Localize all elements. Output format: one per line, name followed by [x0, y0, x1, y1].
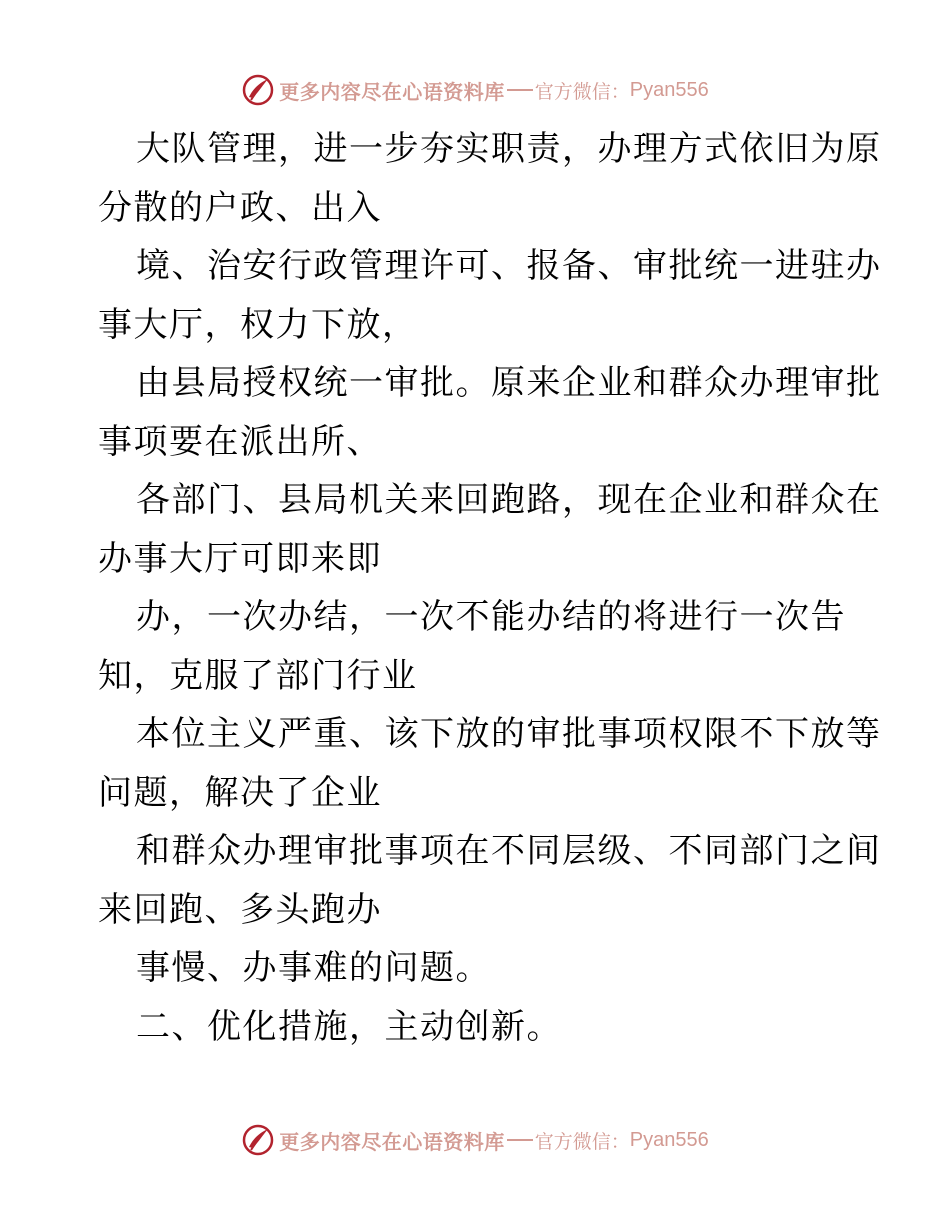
text-line: 来回跑、多头跑办: [98, 889, 382, 930]
quill-pen-logo-icon: [241, 1123, 275, 1157]
banner-text: 更多内容尽在心语资料库: [279, 1129, 505, 1154]
document-body: [98, 120, 882, 1056]
text-line: 大队管理，进一步夯实职责，办理方式依旧为原: [136, 129, 882, 169]
text-line: 和群众办理审批事项在不同层级、不同部门之间: [136, 831, 882, 871]
banner-wechat-label: 官方微信：: [534, 80, 630, 103]
text-line: 办事大厅可即来即: [98, 538, 382, 579]
header-banner: [0, 70, 950, 110]
footer-banner: [0, 1120, 950, 1160]
text-line: 事大厅，权力下放，: [98, 304, 418, 345]
text-line: 各部门、县局机关来回跑路，现在企业和群众在: [136, 480, 882, 520]
text-line: 境、治安行政管理许可、报备、审批统一进驻办: [136, 246, 882, 286]
text-line: 办，一次办结，一次不能办结的将进行一次告: [136, 597, 846, 637]
text-line: 事项要在派出所、: [98, 421, 382, 462]
text-line: 本位主义严重、该下放的审批事项权限不下放等: [136, 714, 882, 754]
quill-pen-logo-icon: [241, 73, 275, 107]
text-line: 分散的户政、出入: [98, 187, 382, 228]
text-line: 知，克服了部门行业: [98, 655, 418, 696]
banner-wechat-id: Pyan556: [629, 78, 709, 101]
banner-wechat-label: 官方微信：: [534, 1130, 630, 1153]
text-line: 由县局授权统一审批。原来企业和群众办理审批: [136, 363, 882, 403]
text-line: 事慢、办事难的问题。: [136, 948, 491, 988]
banner-dash: [507, 1139, 533, 1141]
banner-text: 更多内容尽在心语资料库: [279, 79, 505, 104]
text-line: 问题，解决了企业: [98, 772, 382, 813]
text-line: 二、优化措施，主动创新。: [136, 1006, 562, 1047]
banner-dash: [507, 89, 533, 91]
banner-wechat-id: Pyan556: [629, 1128, 709, 1151]
